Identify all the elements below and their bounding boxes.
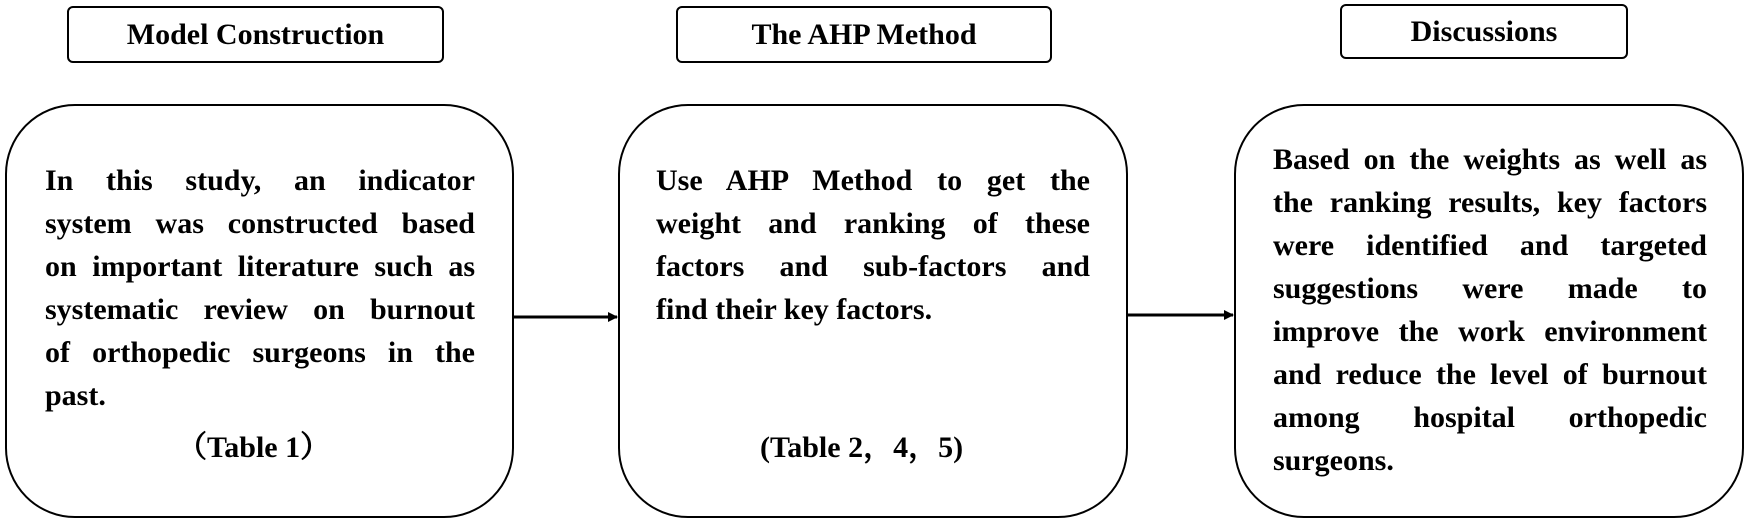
text-line: and reduce the level of burnout (1273, 358, 1707, 391)
text-line: Use AHP Method to get the (656, 164, 1090, 197)
text-line: past. (45, 379, 106, 412)
header-ahp-method: The AHP Method (676, 6, 1052, 63)
text-line: suggestions were made to (1273, 272, 1707, 305)
text-line: find their key factors. (656, 293, 933, 326)
text-line: In this study, an indicator (45, 164, 475, 197)
text-line: system was constructed based (45, 207, 475, 240)
text-line: of orthopedic surgeons in the (45, 336, 475, 369)
text-line: improve the work environment (1273, 315, 1707, 348)
header-model-construction: Model Construction (67, 6, 444, 63)
table-reference: (Table 2，4，5) (760, 431, 964, 464)
text-line: weight and ranking of these (656, 207, 1090, 240)
header-discussions: Discussions (1340, 4, 1628, 59)
text-line: were identified and targeted (1273, 229, 1707, 262)
text-line: surgeons. (1273, 444, 1394, 477)
text-line: the ranking results, key factors (1273, 186, 1707, 219)
text-line: Based on the weights as well as (1273, 143, 1707, 176)
text-line: among hospital orthopedic (1273, 401, 1707, 434)
text-line: on important literature such as (45, 250, 475, 283)
text-line: systematic review on burnout (45, 293, 475, 326)
text-line: factors and sub-factors and (656, 250, 1090, 283)
table-reference: （Table 1） (177, 431, 331, 464)
